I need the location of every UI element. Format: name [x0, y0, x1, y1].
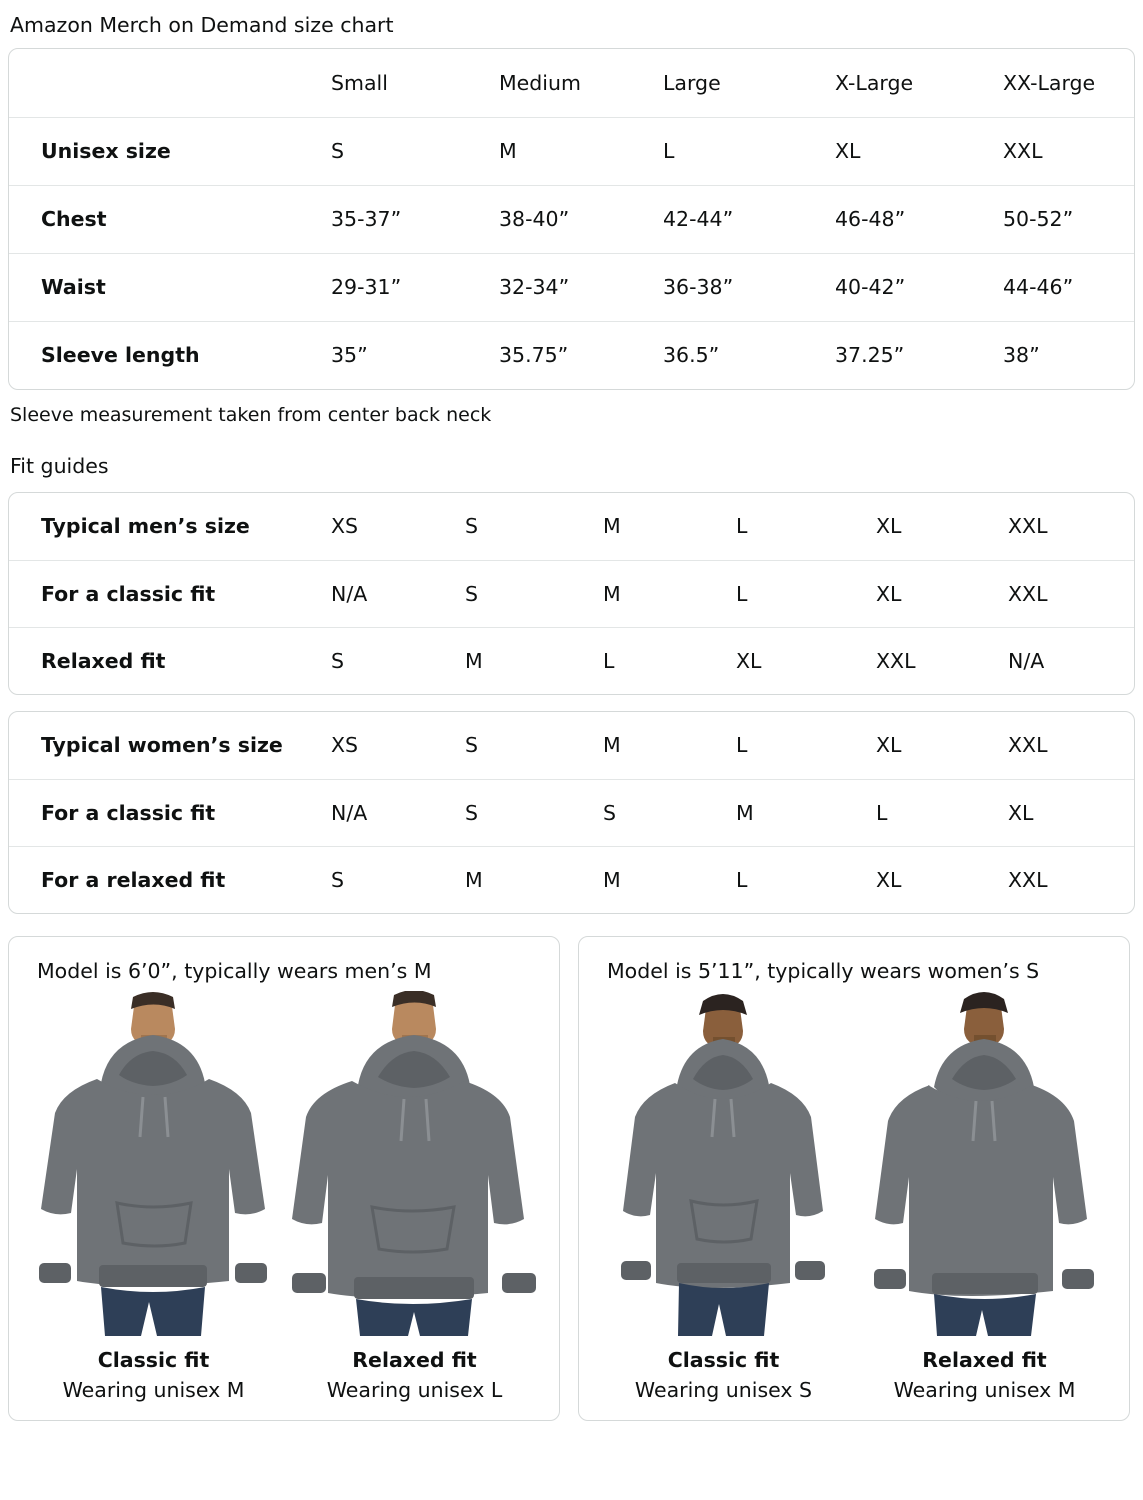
cell: M: [499, 139, 517, 163]
cell: M: [603, 867, 621, 892]
mens-fit-card: [8, 492, 1135, 695]
cell: XXL: [1008, 733, 1048, 758]
row-label-sleeve-length: Sleeve length: [41, 343, 200, 368]
sleeve-measurement-note: Sleeve measurement taken from center back neck: [10, 404, 492, 426]
cell: L: [663, 139, 675, 163]
table-row: [9, 117, 1134, 185]
cell: XXL: [1008, 867, 1048, 892]
table-row: [9, 560, 1134, 627]
cell: 35”: [331, 343, 368, 368]
cell: XS: [331, 514, 359, 539]
row-label-typical-womens-size: Typical women’s size: [41, 733, 283, 758]
cell: N/A: [331, 581, 368, 606]
row-label-chest: Chest: [41, 207, 107, 231]
cell: M: [603, 733, 621, 758]
cell: 44-46”: [1003, 275, 1074, 299]
header-cell-medium: Medium: [499, 70, 581, 95]
cell: S: [465, 733, 479, 758]
cell: S: [331, 648, 345, 673]
cell: XL: [1008, 800, 1034, 825]
womens-fit-table: [9, 712, 1134, 913]
cell: XXL: [1003, 139, 1043, 163]
model-figure-row: [23, 991, 545, 1402]
table-header-row: [9, 49, 1134, 117]
cell: XS: [331, 733, 359, 758]
model-photo-womens-classic: [593, 991, 854, 1336]
size-chart-card: [8, 48, 1135, 390]
table-row: [9, 185, 1134, 253]
cell: L: [736, 733, 748, 758]
cell: M: [465, 648, 483, 673]
row-label-typical-mens-size: Typical men’s size: [41, 514, 250, 539]
cell: XL: [876, 733, 902, 758]
cell: XL: [835, 139, 861, 163]
wearing-label: Wearing unisex L: [326, 1378, 503, 1402]
cell: XL: [736, 648, 762, 673]
model-caption-mens: Model is 6’0”, typically wears men’s M: [37, 959, 432, 983]
cell: XXL: [1008, 514, 1048, 539]
cell: L: [736, 581, 748, 606]
cell: S: [465, 514, 479, 539]
header-cell-xlarge: X-Large: [835, 70, 914, 95]
model-photo-mens-relaxed: [284, 991, 545, 1336]
cell: 35-37”: [331, 207, 402, 231]
row-label-womens-classic-fit: For a classic fit: [41, 800, 216, 825]
cell: 50-52”: [1003, 207, 1074, 231]
cell: L: [736, 514, 748, 539]
cell: S: [331, 139, 345, 163]
cell: S: [465, 800, 479, 825]
table-row: [9, 779, 1134, 846]
cell: 42-44”: [663, 207, 734, 231]
table-row: [9, 712, 1134, 779]
model-caption-womens: Model is 5’11”, typically wears women’s S: [607, 959, 1040, 983]
model-card-mens: [8, 936, 560, 1421]
header-cell-small: Small: [331, 70, 388, 95]
row-label-mens-relaxed-fit: Relaxed fit: [41, 648, 166, 673]
cell: M: [736, 800, 754, 825]
model-figure-mens-classic: [23, 991, 284, 1402]
table-row: [9, 253, 1134, 321]
model-figure-row: [593, 991, 1115, 1402]
cell: 38-40”: [499, 207, 570, 231]
size-chart-table: [9, 49, 1134, 389]
cell: 40-42”: [835, 275, 906, 299]
fit-label: Classic fit: [667, 1348, 780, 1372]
table-row: [9, 321, 1134, 389]
cell: M: [603, 514, 621, 539]
fit-guides-title: Fit guides: [10, 454, 109, 478]
model-figure-mens-relaxed: [284, 991, 545, 1402]
cell: L: [736, 867, 748, 892]
model-photo-womens-relaxed: [854, 991, 1115, 1336]
cell: 46-48”: [835, 207, 906, 231]
cell: 35.75”: [499, 343, 569, 368]
mens-fit-table: [9, 493, 1134, 694]
cell: 36-38”: [663, 275, 734, 299]
cell: N/A: [331, 800, 368, 825]
row-label-mens-classic-fit: For a classic fit: [41, 581, 216, 606]
model-figure-womens-classic: [593, 991, 854, 1402]
cell: 36.5”: [663, 343, 720, 368]
header-cell-large: Large: [663, 70, 721, 95]
womens-fit-card: [8, 711, 1135, 914]
model-cards: [8, 936, 1135, 1421]
row-label-waist: Waist: [41, 275, 106, 299]
cell: L: [603, 648, 615, 673]
cell: M: [603, 581, 621, 606]
table-row: [9, 493, 1134, 560]
cell: XXL: [1008, 581, 1048, 606]
model-figure-womens-relaxed: [854, 991, 1115, 1402]
table-row: [9, 846, 1134, 913]
cell: N/A: [1008, 648, 1045, 673]
header-cell-blank: [9, 49, 331, 117]
cell: XXL: [876, 648, 916, 673]
table-spacer: [8, 695, 1135, 711]
cell: 32-34”: [499, 275, 570, 299]
cell: S: [331, 867, 345, 892]
wearing-label: Wearing unisex M: [62, 1378, 245, 1402]
fit-label: Relaxed fit: [352, 1348, 477, 1372]
row-label-unisex-size: Unisex size: [41, 139, 171, 163]
cell: 38”: [1003, 343, 1040, 368]
model-card-womens: [578, 936, 1130, 1421]
wearing-label: Wearing unisex S: [634, 1378, 813, 1402]
header-cell-xxlarge: XX-Large: [1003, 70, 1096, 95]
cell: XL: [876, 867, 902, 892]
row-label-womens-relaxed-fit: For a relaxed fit: [41, 867, 226, 892]
cell: M: [465, 867, 483, 892]
model-photo-mens-classic: [23, 991, 284, 1336]
cell: S: [465, 581, 479, 606]
table-row: [9, 627, 1134, 694]
cell: S: [603, 800, 617, 825]
page-title: Amazon Merch on Demand size chart: [10, 13, 394, 37]
cell: XL: [876, 514, 902, 539]
cell: 29-31”: [331, 275, 402, 299]
wearing-label: Wearing unisex M: [893, 1378, 1076, 1402]
cell: XL: [876, 581, 902, 606]
cell: L: [876, 800, 888, 825]
cell: 37.25”: [835, 343, 905, 368]
fit-label: Relaxed fit: [922, 1348, 1047, 1372]
fit-label: Classic fit: [97, 1348, 210, 1372]
